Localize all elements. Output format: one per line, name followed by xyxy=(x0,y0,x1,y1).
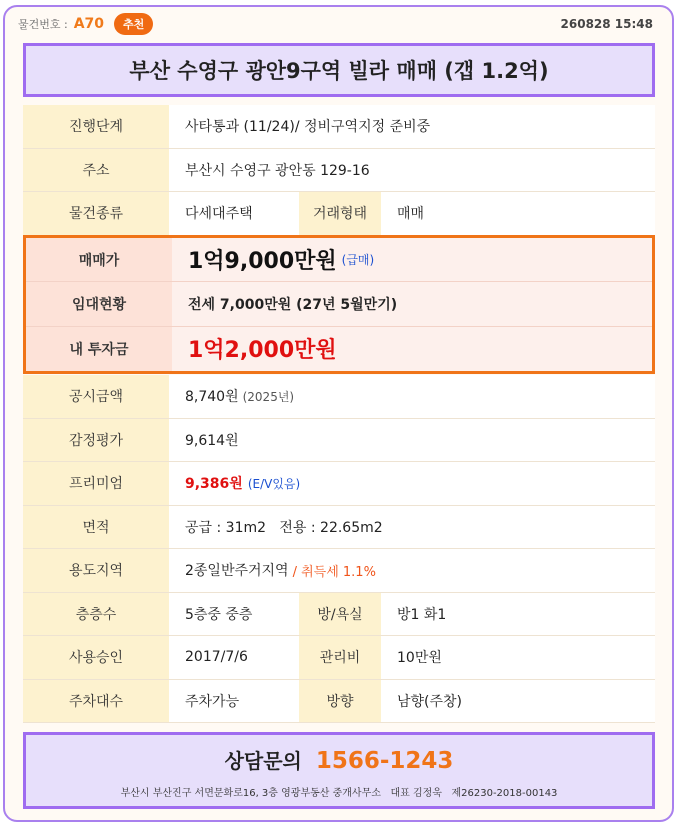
listing-title: 부산 수영구 광안9구역 빌라 매매 (갭 1.2억) xyxy=(129,59,549,83)
approval-value: 2017/7/6 xyxy=(169,636,299,679)
premium-label: 프리미엄 xyxy=(23,462,169,505)
type-label: 물건종류 xyxy=(23,192,169,235)
approval-label: 사용승인 xyxy=(23,636,169,679)
phone-number[interactable]: 1566-1243 xyxy=(315,748,454,774)
table-row xyxy=(23,419,655,463)
direction-label: 방향 xyxy=(299,680,381,723)
item-number-label: 물건번호 : xyxy=(18,18,68,31)
invest-label: 내 투자금 xyxy=(26,327,172,371)
parking-value: 주차가능 xyxy=(169,680,299,723)
table-row xyxy=(23,680,655,724)
area-value: 공급 : 31m2 전용 : 22.65m2 xyxy=(169,506,655,549)
table-row xyxy=(23,506,655,550)
listing-header xyxy=(18,12,653,36)
area-label: 면적 xyxy=(23,506,169,549)
table-row xyxy=(26,327,652,371)
floor-value: 5층중 중층 xyxy=(169,593,299,636)
deal-label: 거래형태 xyxy=(299,192,381,235)
title-box xyxy=(23,43,655,97)
price-value: 1억9,000만원 xyxy=(188,249,337,275)
official-price-note: (2025년) xyxy=(242,389,295,404)
table-row xyxy=(23,549,655,593)
type-value: 다세대주택 xyxy=(169,192,299,235)
zone-note: / 취득세 1.1% xyxy=(292,564,376,580)
price-label: 매매가 xyxy=(26,238,172,281)
recommend-badge: 추천 xyxy=(114,13,153,35)
fee-label: 관리비 xyxy=(299,636,381,679)
contact-line xyxy=(26,745,652,774)
floor-label: 층층수 xyxy=(23,593,169,636)
contact-footer xyxy=(23,732,655,809)
zone-value: 2종일반주거지역 xyxy=(185,563,289,580)
table-row xyxy=(23,593,655,637)
table-row xyxy=(26,238,652,282)
premium-value: 9,386원 xyxy=(185,476,243,493)
price-note: (급매) xyxy=(341,253,375,268)
table-row xyxy=(23,636,655,680)
zone-cell xyxy=(169,549,655,592)
official-price-value: 8,740원 xyxy=(185,389,239,406)
direction-value: 남향(주창) xyxy=(381,680,655,723)
address-value: 부산시 수영구 광안동 129-16 xyxy=(169,149,655,192)
table-row xyxy=(23,149,655,193)
zone-label: 용도지역 xyxy=(23,549,169,592)
invest-value: 1억2,000만원 xyxy=(188,338,337,364)
lease-cell xyxy=(172,282,652,325)
appraisal-value: 9,614원 xyxy=(169,419,655,462)
office-info: 부산시 부산진구 서면문화로16, 3층 영광부동산 중개사무소 대표 김정욱 제26230-2018-00143 xyxy=(120,788,558,799)
parking-label: 주차대수 xyxy=(23,680,169,723)
stage-value: 사타통과 (11/24)/ 정비구역지정 준비중 xyxy=(169,105,655,148)
table-row xyxy=(23,105,655,149)
info-table-bottom xyxy=(23,375,655,723)
item-code: A70 xyxy=(73,16,105,32)
table-row xyxy=(23,375,655,419)
room-label: 방/욕실 xyxy=(299,593,381,636)
info-table-top xyxy=(23,105,655,236)
contact-label: 상담문의 xyxy=(224,749,302,773)
table-row xyxy=(23,462,655,506)
fee-value: 10만원 xyxy=(381,636,655,679)
room-value: 방1 화1 xyxy=(381,593,655,636)
table-row xyxy=(23,192,655,236)
deal-value: 매매 xyxy=(381,192,655,235)
price-cell xyxy=(172,238,652,281)
official-price-label: 공시금액 xyxy=(23,375,169,418)
premium-note: (E/V있음) xyxy=(247,476,301,491)
appraisal-label: 감정평가 xyxy=(23,419,169,462)
lease-label: 임대현황 xyxy=(26,282,172,325)
price-highlight-box xyxy=(23,235,655,374)
stage-label: 진행단계 xyxy=(23,105,169,148)
lease-value: 전세 7,000만원 (27년 5월만기) xyxy=(188,296,398,313)
timestamp: 260828 15:48 xyxy=(560,17,653,31)
address-label: 주소 xyxy=(23,149,169,192)
official-price-cell xyxy=(169,375,655,418)
premium-cell xyxy=(169,462,655,505)
invest-cell xyxy=(172,327,652,371)
table-row xyxy=(26,282,652,326)
